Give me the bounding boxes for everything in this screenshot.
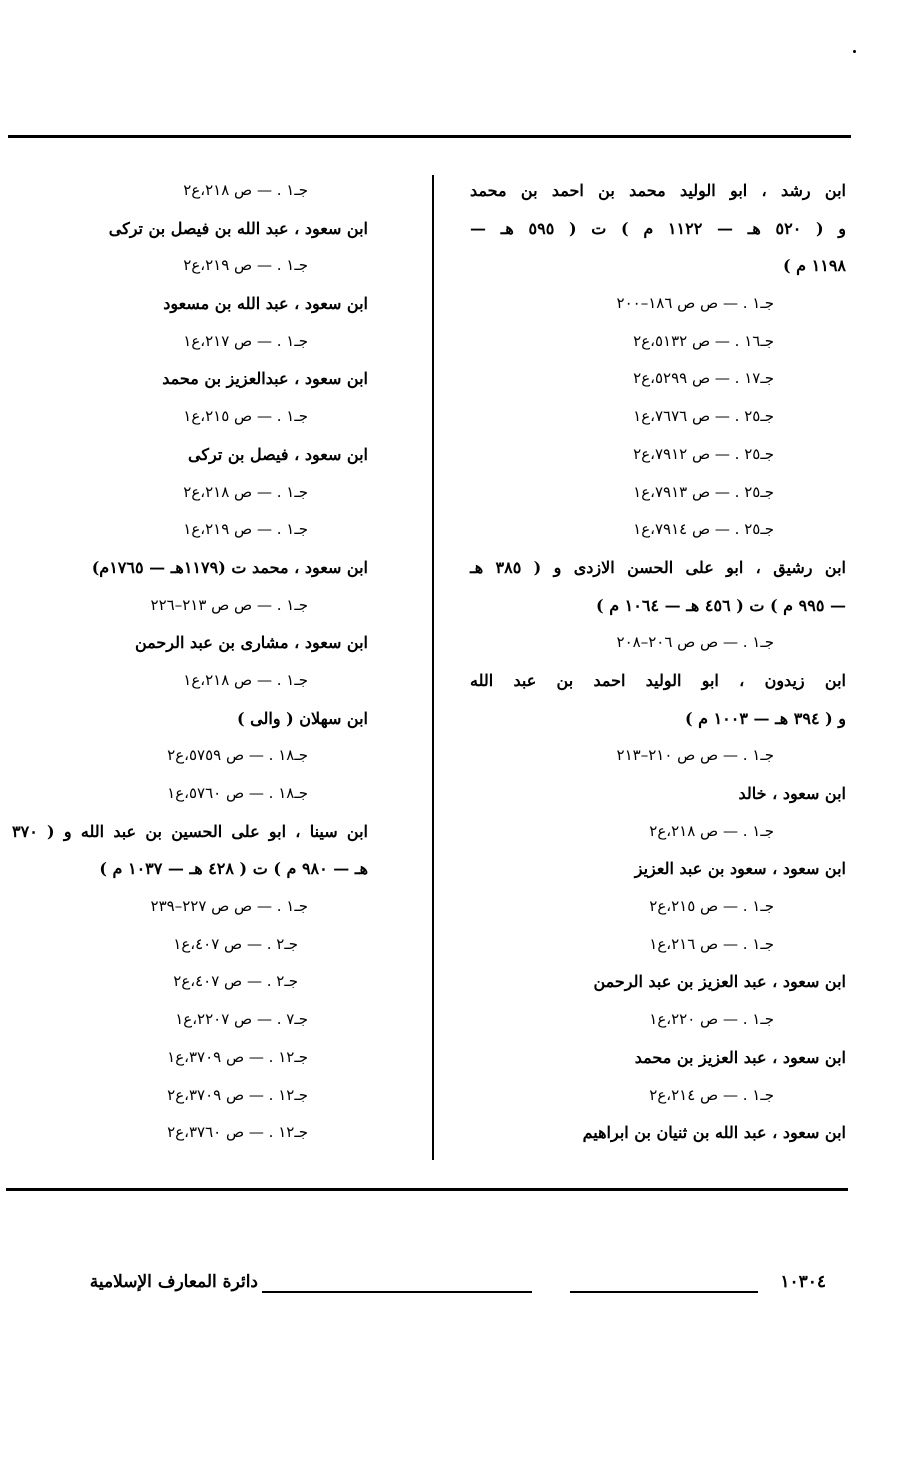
entry-heading: ابن سعود ، خالد — [738, 784, 846, 803]
entry-heading: ابن سعود ، عبد الله بن مسعود — [163, 294, 368, 314]
volume-page-reference: جـ٧ . — ص ٢٢٠٧،ع١ — [175, 1010, 308, 1029]
volume-page-reference: جـ١٢ . — ص ٣٧٠٩،ع٢ — [167, 1085, 308, 1104]
entry-heading: و ( ٥٢٠ هـ — ١١٢٢ م ) ت ( ٥٩٥ هـ — — [470, 218, 847, 238]
entry-heading: هـ — ٩٨٠ م ) ت ( ٤٢٨ هـ — ١٠٣٧ م ) — [99, 859, 368, 879]
volume-page-reference: جـ١ . — ص ٢١٨،ع١ — [183, 670, 308, 689]
bottom-rule — [6, 1188, 848, 1191]
volume-page-reference: جـ١ . — ص ص ٢٠٦–٢٠٨ — [616, 633, 774, 652]
volume-page-reference: جـ١ . — ص ٢١٩،ع١ — [183, 520, 308, 539]
entry-heading: ابن رشد ، ابو الوليد محمد بن احمد بن محمد — [470, 181, 846, 200]
volume-page-reference: جـ١ . — ص ٢٢٠،ع١ — [649, 1010, 774, 1029]
index-column-right — [470, 172, 846, 1152]
entry-heading: ابن سهلان ( والى ) — [237, 708, 368, 728]
footer-rule-left — [262, 1291, 532, 1293]
entry-heading: ابن سعود ، عبد الله بن ثنيان بن ابراهيم — [582, 1123, 846, 1143]
volume-page-reference: جـ١ . — ص ٢١٤،ع٢ — [649, 1085, 774, 1104]
top-rule — [8, 135, 851, 138]
entry-heading: ابن سعود ، فيصل بن تركى — [188, 444, 368, 464]
volume-page-reference: جـ٢٥ . — ص ٧٩١٢،ع٢ — [633, 444, 774, 463]
entry-heading: — ٩٩٥ م ) ت ( ٤٥٦ هـ — ١٠٦٤ م ) — [596, 595, 846, 615]
volume-page-reference: جـ١ . — ص ٢١٨،ع٢ — [183, 181, 308, 199]
volume-page-reference: جـ١٢ . — ص ٣٧٠٩،ع١ — [167, 1047, 308, 1066]
volume-page-reference: جـ١ . — ص ٢١٦،ع١ — [649, 934, 774, 953]
page-number: ١٠٣٠٤ — [780, 1272, 826, 1292]
entry-heading: ابن سعود ، محمد ت (١١٧٩هـ — ١٧٦٥م) — [91, 557, 368, 577]
running-title: دائرة المعارف الإسلامية — [89, 1272, 258, 1292]
volume-page-reference: جـ٢٥ . — ص ٧٦٧٦،ع١ — [633, 407, 774, 426]
footer-rule-right — [570, 1291, 758, 1293]
volume-page-reference: جـ١ . — ص ٢١٨،ع٢ — [649, 821, 774, 840]
entry-heading: ابن سعود ، عبد العزيز بن محمد — [634, 1047, 846, 1067]
volume-page-reference: جـ١ . — ص ص ١٨٦–٢٠٠ — [616, 294, 774, 313]
volume-page-reference: جـ١ . — ص ٢١٥،ع١ — [183, 407, 308, 426]
volume-page-reference: جـ١٧ . — ص ٥٢٩٩،ع٢ — [633, 369, 774, 388]
volume-page-reference: جـ١ . — ص ص ٢٢٧–٢٣٩ — [150, 897, 308, 916]
volume-page-reference: جـ١٨ . — ص ٥٧٥٩،ع٢ — [167, 746, 308, 765]
index-column-left — [12, 172, 368, 1152]
entry-heading: ابن سعود ، عبدالعزيز بن محمد — [162, 369, 368, 389]
entry-heading: ابن سعود ، عبد الله بن فيصل بن تركى — [108, 218, 368, 238]
volume-page-reference: جـ١ . — ص ٢١٥،ع٢ — [649, 897, 774, 916]
volume-page-reference: جـ١٢ . — ص ٣٧٦٠،ع٢ — [167, 1123, 308, 1142]
speck-mark — [853, 50, 856, 53]
volume-page-reference: جـ٢٥ . — ص ٧٩١٣،ع١ — [633, 482, 774, 501]
volume-page-reference: جـ١٦ . — ص ٥١٣٢،ع٢ — [633, 331, 774, 350]
entry-heading: ابن سعود ، عبد العزيز بن عبد الرحمن — [593, 972, 846, 992]
entry-heading: ابن رشيق ، ابو على الحسن الازدى و ( ٣٨٥ هـ — [470, 557, 846, 577]
volume-page-reference: جـ١ . — ص ٢١٧،ع١ — [183, 331, 308, 350]
entry-heading: ابن زيدون ، ابو الوليد احمد بن عبد الله — [470, 670, 846, 690]
entry-heading: و ( ٣٩٤ هـ — ١٠٠٣ م ) — [684, 708, 846, 728]
volume-page-reference: جـ٢ . — ص ٤٠٧،ع١ — [173, 934, 298, 953]
volume-page-reference: جـ١ . — ص ٢١٩،ع٢ — [183, 256, 308, 275]
entry-heading: ابن سعود ، سعود بن عبد العزيز — [634, 859, 846, 879]
volume-page-reference: جـ١٨ . — ص ٥٧٦٠،ع١ — [167, 784, 308, 802]
volume-page-reference: جـ١ . — ص ص ٢١٣–٢٢٦ — [150, 595, 308, 614]
volume-page-reference: جـ٢٥ . — ص ٧٩١٤،ع١ — [633, 520, 774, 539]
entry-heading: ابن سعود ، مشارى بن عبد الرحمن — [134, 633, 368, 653]
volume-page-reference: جـ١ . — ص ص ٢١٠–٢١٣ — [616, 746, 774, 765]
entry-heading: ١١٩٨ م ) — [783, 256, 846, 276]
volume-page-reference: جـ١ . — ص ٢١٨،ع٢ — [183, 482, 308, 501]
entry-heading: ابن سينا ، ابو على الحسين بن عبد الله و ( ٣٧٠ — [12, 821, 368, 841]
volume-page-reference: جـ٢ . — ص ٤٠٧،ع٢ — [173, 972, 298, 991]
column-divider — [432, 175, 434, 1160]
